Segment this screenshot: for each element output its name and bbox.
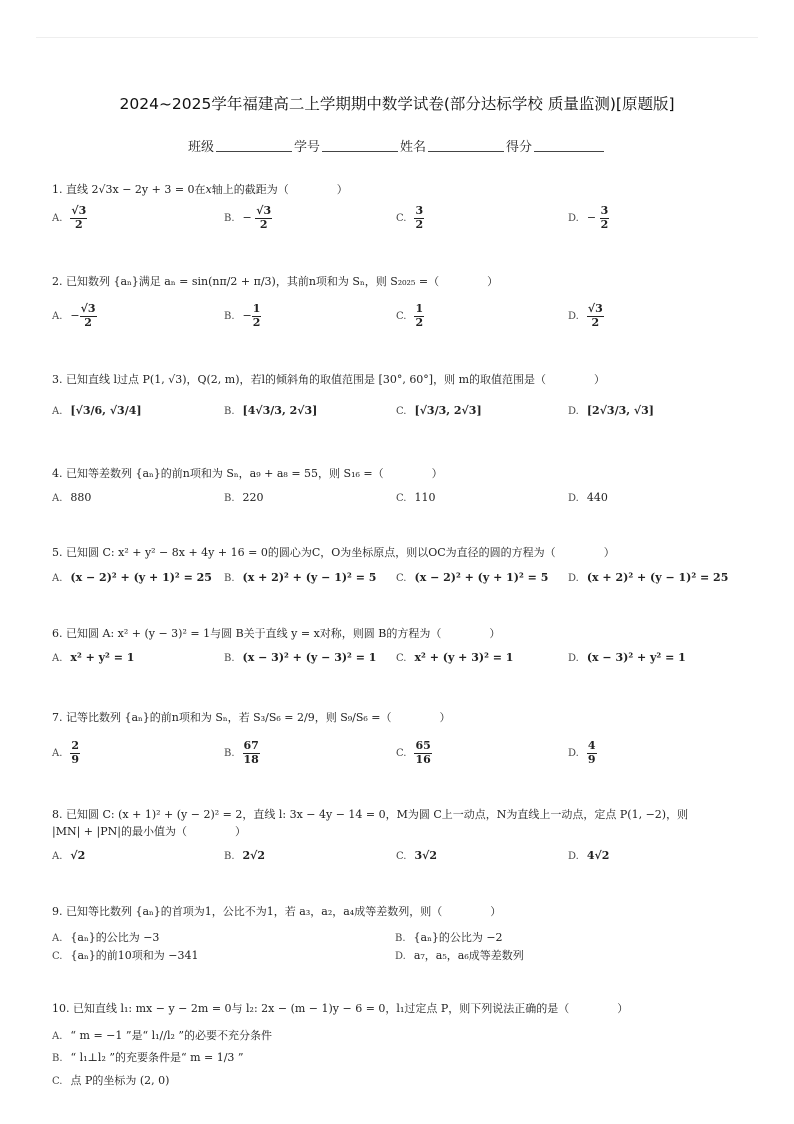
student-info-line [0,136,794,155]
question-stem: 已知圆 A: x² + (y − 3)² = 1与圆 B关于直线 y = x对称，则圆 B的方程为（ [66,627,442,640]
question-number: 3. [52,373,63,386]
option-label: A. [52,1031,63,1042]
option-label: A. [52,311,63,323]
id-label: 学号 [293,140,320,155]
question-stem: 已知等比数列 {aₙ}的首项为1，公比不为1，若 a₃，a₂，a₄成等差数列，则（ [66,905,443,918]
fraction: $\frac{65}{16}$ [415,739,431,766]
option-3b[interactable] [224,404,317,417]
option-10c[interactable] [52,1072,169,1088]
option-1d[interactable] [568,205,609,231]
option-label: C. [396,406,407,417]
question-number: 9. [52,905,63,918]
option-4c[interactable] [396,491,435,504]
option-2a[interactable] [52,303,97,329]
option-text: 110 [414,491,436,504]
answer-paren-close: ） [490,905,502,918]
option-label: D. [568,851,579,862]
answer-paren-close: ） [439,711,451,724]
option-label: C. [396,851,407,862]
option-2b[interactable] [224,303,261,329]
option-label: A. [52,213,63,225]
question-stem: 已知圆 C: (x + 1)² + (y − 2)² = 2，直线 l: 3x − 4y − 14 = 0，M为圆 C上一动点，N为直线上一动点，定点 P(1, −2)，则 [66,808,689,821]
sign: − [242,211,252,225]
option-1b[interactable] [224,205,272,231]
question-stem: 已知数列 {aₙ}满足 aₙ = sin(nπ/2 + π/3)，其前n项和为 Sₙ，则 S₂₀₂₅ =（ [66,275,440,288]
option-5a[interactable] [52,571,212,584]
option-label: B. [224,311,235,323]
fraction: $\frac{√3}{2}$ [587,302,603,329]
option-text: {aₙ}的公比为 −3 [70,931,160,944]
question-6 [52,625,500,641]
fraction: $\frac{67}{18}$ [243,739,259,766]
fraction: $\frac{1}{2}$ [252,302,261,329]
question-number: 5. [52,546,63,559]
option-label: C. [396,573,407,584]
option-label: C. [52,951,63,962]
option-label: B. [224,493,235,504]
option-label: D. [568,213,579,225]
fraction: $\frac{√3}{2}$ [71,204,87,231]
fraction: $\frac{3}{2}$ [600,204,609,231]
page-title: 2024~2025学年福建高二上学期期中数学试卷(部分达标学校 质量监测)[原题版] [119,95,675,113]
option-label: A. [52,653,63,664]
option-text: “ l₁⊥l₂ ”的充要条件是“ m = 1/3 ” [70,1051,244,1064]
option-text: a₇，a₅，a₆成等差数列 [413,949,524,962]
question-stem: 已知直线 l₁: mx − y − 2m = 0与 l₂: 2x − (m − 1)y − 6 = 0，l₁过定点 P，则下列说法正确的是（ [73,1002,570,1015]
option-text: [√3/3, 2√3] [414,404,482,417]
option-3a[interactable] [52,404,142,417]
option-label: B. [224,748,235,760]
question-number: 8. [52,808,63,821]
option-text: (x − 2)² + (y + 1)² = 5 [414,571,549,584]
option-label: D. [568,573,579,584]
option-8d[interactable] [568,849,609,862]
option-text: (x − 3)² + y² = 1 [586,651,686,664]
option-3d[interactable] [568,404,654,417]
option-label: B. [224,653,235,664]
option-9d[interactable] [395,947,524,963]
option-label: B. [395,933,406,944]
question-number: 4. [52,467,63,480]
name-label: 姓名 [400,140,427,155]
option-5b[interactable] [224,571,376,584]
option-label: D. [568,493,579,504]
question-7 [52,709,451,725]
answer-paren-close: ） [603,546,615,559]
option-7a[interactable] [52,740,80,766]
option-text: “ m = −1 ”是“ l₁//l₂ ”的必要不充分条件 [70,1029,273,1042]
option-label: C. [396,493,407,504]
option-text: 3√2 [414,849,438,862]
page-top-rule [36,37,758,38]
option-text: (x − 3)² + (y − 3)² = 1 [242,651,377,664]
option-label: B. [224,213,235,225]
question-number: 10. [52,1002,70,1015]
question-8 [52,806,688,822]
sign: − [242,309,252,323]
option-9a[interactable] [52,929,159,945]
option-1a[interactable] [52,205,87,231]
answer-paren-close: ） [617,1002,629,1015]
question-1 [52,181,348,197]
answer-paren-close: ） [431,467,443,480]
option-label: D. [568,653,579,664]
question-stem-var: x [205,183,212,196]
score-label: 得分 [506,140,533,155]
fraction: $\frac{2}{9}$ [71,739,80,766]
option-4b[interactable] [224,491,264,504]
option-2c[interactable] [396,303,424,329]
question-8-line2 [52,823,246,839]
question-stem: 直线 2√3x − 2y + 3 = 0在 [66,183,206,196]
option-text: 4√2 [586,849,610,862]
question-number: 6. [52,627,63,640]
option-6d[interactable] [568,651,686,664]
question-4 [52,465,443,481]
class-label: 班级 [187,140,214,155]
option-text: (x + 2)² + (y − 1)² = 5 [242,571,377,584]
option-label: D. [395,951,406,962]
answer-paren-close: ） [489,627,501,640]
option-7c[interactable] [396,740,432,766]
question-number: 7. [52,711,63,724]
option-label: B. [52,1053,63,1064]
question-stem-tail: 轴上的截距为（ [211,183,289,196]
fraction: $\frac{1}{2}$ [415,302,424,329]
option-3c[interactable] [396,404,482,417]
option-label: C. [396,213,407,225]
class-blank[interactable] [216,139,292,152]
option-text: [√3/6, √3/4] [70,404,142,417]
answer-paren-close: ） [487,275,499,288]
question-3 [52,371,605,387]
option-10a[interactable] [52,1027,272,1043]
option-4d[interactable] [568,491,608,504]
score-blank[interactable] [534,139,604,152]
option-7d[interactable] [568,740,597,766]
option-text: {aₙ}的公比为 −2 [413,931,503,944]
option-text: [4√3/3, 2√3] [242,404,318,417]
option-8a[interactable] [52,849,85,862]
option-8b[interactable] [224,849,265,862]
option-text: (x − 2)² + (y + 1)² = 25 [70,571,212,584]
option-text: [2√3/3, √3] [586,404,655,417]
option-2d[interactable] [568,303,604,329]
fraction: $\frac{√3}{2}$ [80,302,96,329]
sign: − [70,309,80,323]
option-text: x² + y² = 1 [70,651,135,664]
option-label: A. [52,851,63,862]
option-text: (x + 2)² + (y − 1)² = 25 [586,571,729,584]
option-label: D. [568,406,579,417]
option-label: B. [224,406,235,417]
option-label: C. [396,748,407,760]
question-stem: 已知圆 C: x² + y² − 8x + 4y + 16 = 0的圆心为C，O为坐标原点，则以OC为直径的圆的方程为（ [66,546,556,559]
option-label: A. [52,748,63,760]
question-9 [52,903,501,919]
question-stem-line2: |MN| + |PN|的最小值为（ [52,825,187,838]
question-number: 2. [52,275,63,288]
option-text: {aₙ}的前10项和为 −341 [70,949,199,962]
option-6a[interactable] [52,651,134,664]
option-1c[interactable] [396,205,424,231]
option-text: x² + (y + 3)² = 1 [414,651,514,664]
question-5 [52,544,615,560]
option-text: 2√2 [242,849,266,862]
option-5c[interactable] [396,571,548,584]
option-5d[interactable] [568,571,728,584]
option-text: 点 P的坐标为 (2, 0) [70,1074,170,1087]
option-10b[interactable] [52,1049,244,1065]
question-stem: 已知直线 l过点 P(1, √3)，Q(2, m)，若l的倾斜角的取值范围是 [30°, 60°]，则 m的取值范围是（ [66,373,547,386]
option-label: A. [52,493,63,504]
option-label: A. [52,406,63,417]
answer-paren-close: ） [594,373,606,386]
question-stem: 记等比数列 {aₙ}的前n项和为 Sₙ，若 S₃/S₆ = 2/9，则 S₉/S₆ =（ [66,711,392,724]
option-4a[interactable] [52,491,91,504]
question-stem: 已知等差数列 {aₙ}的前n项和为 Sₙ，a₉ + a₈ = 55，则 S₁₆ =（ [66,467,384,480]
fraction: $\frac{3}{2}$ [415,204,424,231]
option-text: √2 [70,849,86,862]
question-2 [52,273,498,289]
question-number: 1. [52,183,63,196]
answer-paren-close: ） [234,825,246,838]
option-9b[interactable] [395,929,503,945]
option-7b[interactable] [224,740,260,766]
option-text: 440 [586,491,608,504]
option-label: D. [568,311,579,323]
name-blank[interactable] [428,139,504,152]
option-text: 880 [70,491,92,504]
id-blank[interactable] [322,139,398,152]
question-10 [52,1000,628,1016]
option-label: B. [224,573,235,584]
option-text: 220 [242,491,264,504]
option-label: C. [396,311,407,323]
option-9c[interactable] [52,947,199,963]
option-8c[interactable] [396,849,437,862]
option-label: A. [52,573,63,584]
option-label: C. [52,1076,63,1087]
option-6c[interactable] [396,651,513,664]
fraction: $\frac{√3}{2}$ [256,204,272,231]
option-6b[interactable] [224,651,376,664]
option-label: A. [52,933,63,944]
option-label: D. [568,748,579,760]
option-label: C. [396,653,407,664]
answer-paren-close: ） [336,183,348,196]
fraction: $\frac{4}{9}$ [587,739,596,766]
sign: − [586,211,597,225]
option-label: B. [224,851,235,862]
